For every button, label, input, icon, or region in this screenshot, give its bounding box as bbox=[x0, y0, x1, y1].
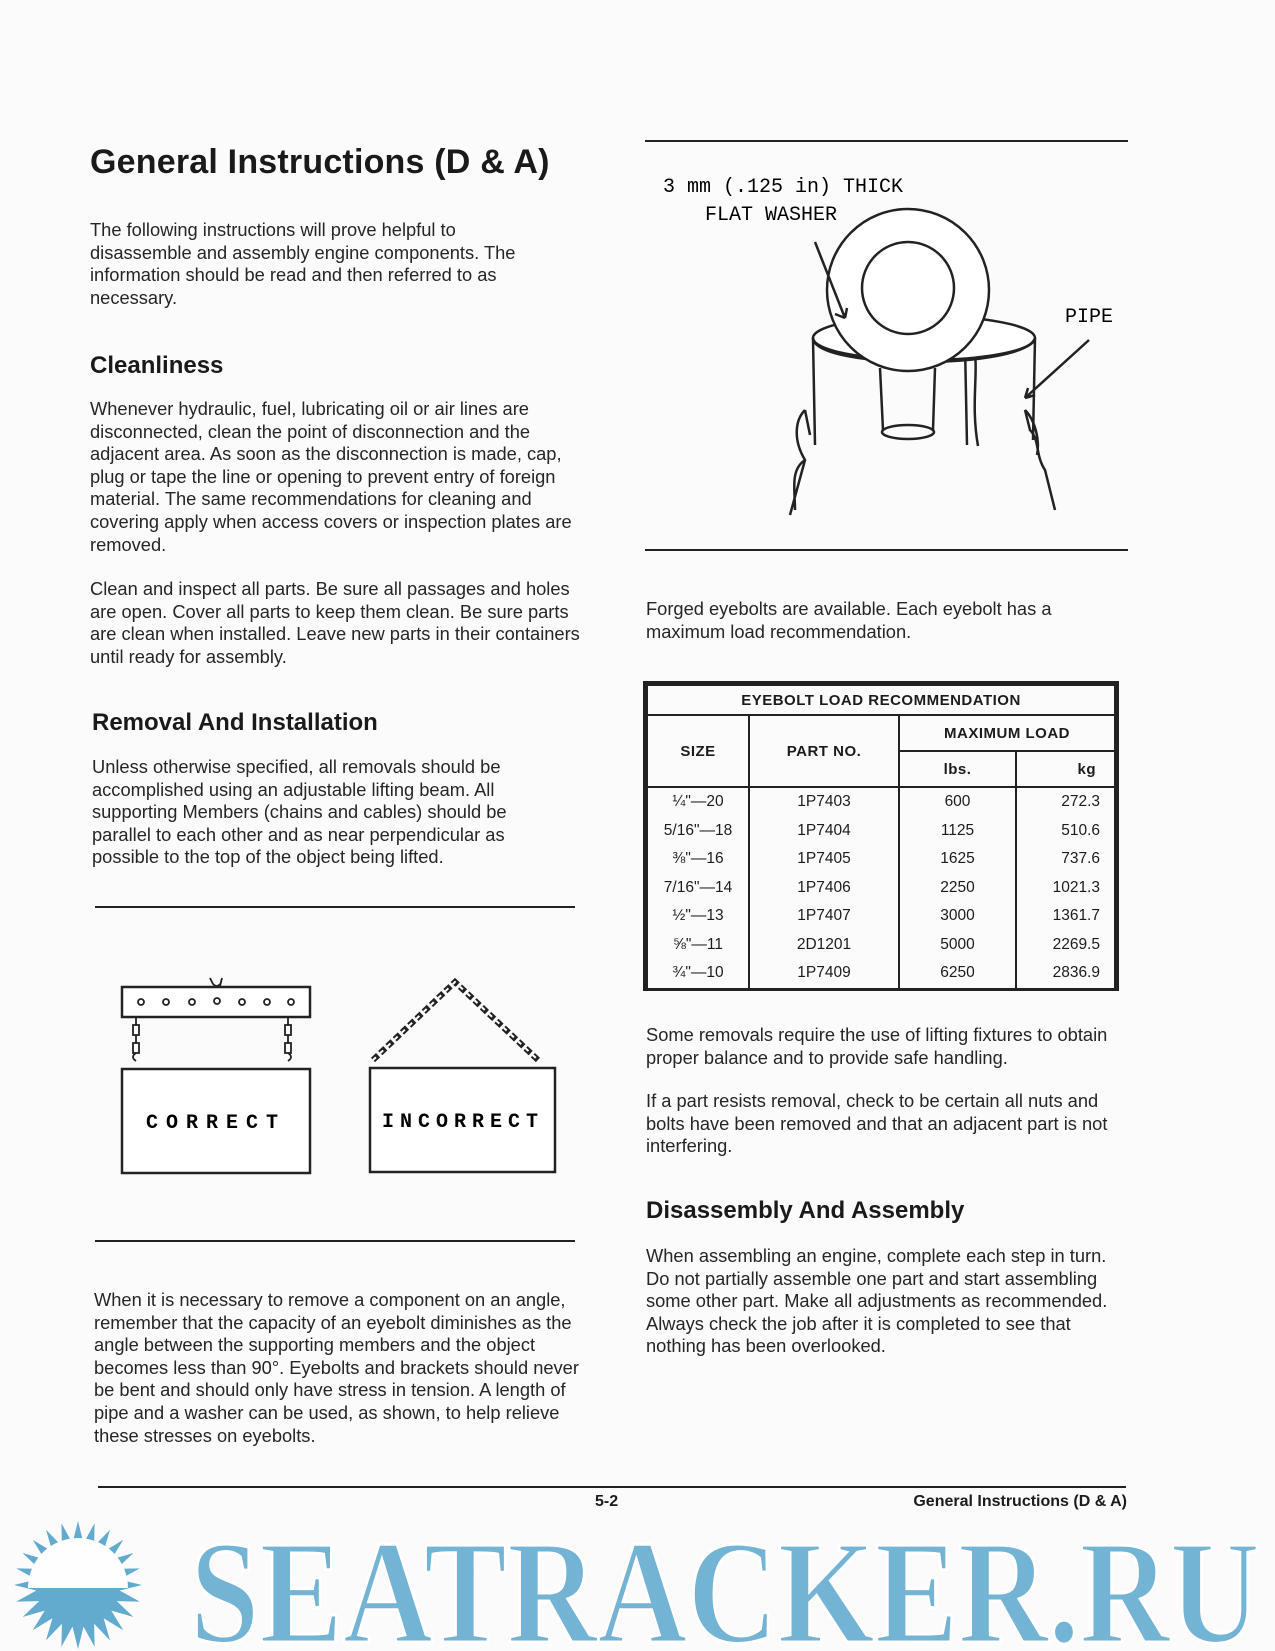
column-header-lbs: lbs. bbox=[899, 751, 1016, 787]
cell-part: 2D1201 bbox=[749, 931, 899, 960]
cell-kg: 2269.5 bbox=[1016, 931, 1115, 960]
washer-label-line-2: FLAT WASHER bbox=[705, 204, 838, 227]
table-row bbox=[647, 959, 1115, 988]
removal-heading: Removal And Installation bbox=[92, 709, 378, 736]
cell-size: ¾"—10 bbox=[647, 959, 749, 988]
page-title: General Instructions (D & A) bbox=[90, 143, 550, 181]
cell-part: 1P7406 bbox=[749, 874, 899, 903]
angle-paragraph: When it is necessary to remove a component on an angle, remember that the capacity of an eyebolt diminishes as the angle between the supporting members and the object becomes less than 90°. Eyebolts and brackets should never be bent and should only have stress in tension. A length of pipe and a washer can be used, as shown, to help relieve these stresses on eyebolts. bbox=[94, 1289, 579, 1446]
eyebolt-load-table bbox=[643, 681, 1119, 991]
cleanliness-heading: Cleanliness bbox=[90, 352, 224, 379]
disassembly-heading: Disassembly And Assembly bbox=[646, 1197, 965, 1224]
pipe-label: PIPE bbox=[1065, 306, 1114, 329]
cell-size: ¼"—20 bbox=[647, 787, 749, 817]
cell-kg: 1361.7 bbox=[1016, 902, 1115, 931]
watermark bbox=[0, 1520, 1275, 1651]
page-number: 5-2 bbox=[595, 1493, 619, 1510]
footer-section-title: General Instructions (D & A) bbox=[913, 1493, 1127, 1510]
correct-lifting-illustration bbox=[122, 978, 310, 1173]
cell-size: 7/16"—14 bbox=[647, 874, 749, 903]
cell-lbs: 1625 bbox=[899, 845, 1016, 874]
cell-lbs: 5000 bbox=[899, 931, 1016, 960]
cell-size: ⅝"—11 bbox=[647, 931, 749, 960]
eyebolt-pipe-washer-figure bbox=[645, 166, 1125, 520]
incorrect-lifting-illustration bbox=[370, 982, 555, 1172]
disassembly-paragraph: When assembling an engine, complete each step in turn. Do not partially assemble one part and start assembling some other part. Make all adjustments as recommended. Always check the job after it is completed to see that nothing has been overlooked. bbox=[646, 1245, 1108, 1357]
table-row bbox=[647, 817, 1115, 846]
divider bbox=[95, 906, 575, 908]
divider bbox=[95, 1240, 575, 1242]
cell-part: 1P7409 bbox=[749, 959, 899, 988]
washer-label-line-1: 3 mm (.125 in) THICK bbox=[663, 176, 904, 199]
intro-paragraph: The following instructions will prove helpful to disassemble and assembly engine components. The information should be read and then referred to as necessary. bbox=[90, 219, 516, 308]
cell-part: 1P7403 bbox=[749, 787, 899, 817]
cell-kg: 737.6 bbox=[1016, 845, 1115, 874]
table-row bbox=[647, 845, 1115, 874]
table-row bbox=[647, 874, 1115, 903]
table-title: EYEBOLT LOAD RECOMMENDATION bbox=[647, 685, 1115, 715]
cleanliness-paragraph-2: Clean and inspect all parts. Be sure all passages and holes are open. Cover all parts to keep them clean. Be sure parts are clean when installed. Leave new parts in their containers until ready for assembly. bbox=[90, 578, 580, 667]
table-row bbox=[647, 931, 1115, 960]
cell-lbs: 2250 bbox=[899, 874, 1016, 903]
cell-lbs: 600 bbox=[899, 787, 1016, 817]
footer-divider bbox=[98, 1486, 1126, 1488]
cell-size: ⅜"—16 bbox=[647, 845, 749, 874]
lifting-fixtures-paragraph: Some removals require the use of lifting fixtures to obtain proper balance and to provide safe handling. bbox=[646, 1024, 1108, 1068]
incorrect-label: INCORRECT bbox=[381, 1111, 545, 1134]
cell-size: 5/16"—18 bbox=[647, 817, 749, 846]
column-header-part-no: PART NO. bbox=[749, 715, 899, 787]
cell-lbs: 6250 bbox=[899, 959, 1016, 988]
cell-kg: 510.6 bbox=[1016, 817, 1115, 846]
column-header-maximum-load: MAXIMUM LOAD bbox=[899, 715, 1115, 751]
forged-eyebolts-paragraph: Forged eyebolts are available. Each eyebolt has a maximum load recommendation. bbox=[646, 598, 1052, 642]
divider bbox=[645, 140, 1128, 142]
table-row bbox=[647, 787, 1115, 817]
watermark-text: SEATRACKER.RU bbox=[190, 1520, 1260, 1651]
cell-part: 1P7404 bbox=[749, 817, 899, 846]
cell-size: ½"—13 bbox=[647, 902, 749, 931]
resists-removal-paragraph: If a part resists removal, check to be certain all nuts and bolts have been removed and that an adjacent part is not interfering. bbox=[646, 1090, 1108, 1157]
cleanliness-paragraph-1: Whenever hydraulic, fuel, lubricating oil or air lines are disconnected, clean the point of disconnection and the adjacent area. As soon as the disconnection is made, cap, plug or tape the line or opening to prevent entry of foreign material. The same recommendations for cleaning and covering apply when access covers or inspection plates are removed. bbox=[90, 398, 572, 555]
column-header-size: SIZE bbox=[647, 715, 749, 787]
cell-part: 1P7407 bbox=[749, 902, 899, 931]
table-row bbox=[647, 902, 1115, 931]
lifting-beam-figure bbox=[110, 960, 570, 1180]
divider bbox=[645, 549, 1128, 551]
cell-lbs: 3000 bbox=[899, 902, 1016, 931]
removal-paragraph: Unless otherwise specified, all removals should be accomplished using an adjustable lifting beam. All supporting Members (chains and cables) should be parallel to each other and as near perpendicular as possible to the top of the object being lifted. bbox=[92, 756, 507, 868]
cell-kg: 2836.9 bbox=[1016, 959, 1115, 988]
cell-kg: 1021.3 bbox=[1016, 874, 1115, 903]
cell-part: 1P7405 bbox=[749, 845, 899, 874]
correct-label: CORRECT bbox=[145, 1112, 287, 1135]
sun-logo-icon bbox=[14, 1521, 142, 1649]
column-header-kg: kg bbox=[1016, 751, 1115, 787]
cell-kg: 272.3 bbox=[1016, 787, 1115, 817]
cell-lbs: 1125 bbox=[899, 817, 1016, 846]
